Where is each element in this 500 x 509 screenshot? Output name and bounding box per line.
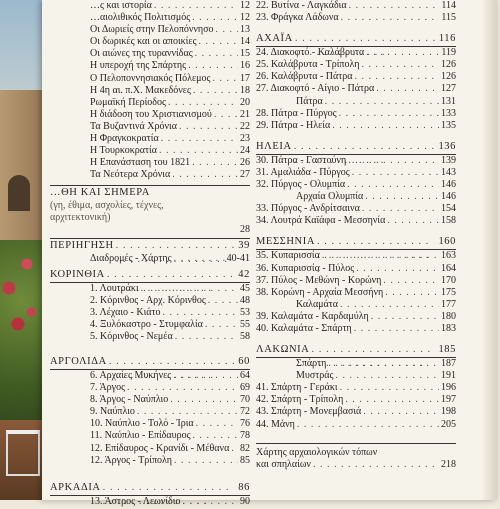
toc-entry[interactable] — [256, 263, 456, 275]
photo-arch — [8, 175, 30, 211]
toc-entry-page: 198 — [441, 406, 456, 418]
dot-leader — [352, 167, 439, 179]
toc-entry[interactable] — [256, 0, 456, 12]
toc-entry[interactable] — [256, 250, 456, 262]
toc-section-page: 185 — [438, 344, 456, 356]
toc-entry-title: 35. Κυπαρισσία — [256, 250, 320, 262]
toc-entry-title: 11. Ναύπλιο - Επίδαυρος — [90, 430, 191, 442]
toc-entry-title: 44. Μάνη — [256, 418, 295, 430]
toc-entry-page: 70 — [240, 394, 250, 406]
toc-entry-page: 187 — [441, 358, 456, 370]
toc-section-heading[interactable] — [50, 185, 250, 200]
toc-entry-page: 139 — [441, 154, 456, 166]
toc-entry-page: 158 — [441, 215, 456, 227]
toc-entry-title: 12. Άργος - Τρίπολη — [90, 454, 173, 466]
dot-leader — [297, 419, 439, 431]
toc-entry[interactable] — [256, 419, 456, 431]
toc-entry[interactable] — [256, 323, 456, 335]
toc-entry[interactable] — [50, 406, 250, 418]
toc-entry-title: Καλαμάτα — [296, 298, 339, 310]
toc-entry-page: 15 — [240, 48, 250, 60]
dot-leader — [348, 155, 439, 167]
toc-entry-title: Η Επανάσταση του 1821 — [90, 157, 191, 169]
toc-section-heading[interactable] — [256, 343, 456, 358]
toc-entry-title: 6. Αρχαίες Μυκήνες — [90, 369, 172, 381]
toc-entry[interactable] — [50, 169, 250, 181]
dot-leader — [159, 145, 238, 157]
toc-entry[interactable] — [50, 382, 250, 394]
toc-entry-title: Αρχαία Ολυμπία — [296, 191, 364, 203]
toc-entry-page: 131 — [441, 95, 456, 107]
dot-leader — [172, 169, 238, 181]
toc-entry[interactable] — [50, 394, 250, 406]
toc-entry-page: 24 — [240, 145, 250, 157]
dot-leader — [341, 12, 440, 24]
dot-leader — [127, 382, 238, 394]
dot-leader — [328, 358, 439, 370]
toc-section-page: 136 — [438, 140, 456, 152]
dot-leader — [361, 59, 439, 71]
dot-leader — [175, 331, 238, 343]
toc-entry-page: 164 — [441, 262, 456, 274]
toc-entry[interactable] — [256, 382, 456, 394]
toc-entry-page: 69 — [240, 382, 250, 394]
toc-entry[interactable] — [256, 12, 456, 24]
dot-leader — [199, 36, 238, 48]
toc-entry-page: 143 — [441, 166, 456, 178]
toc-entry-page: 28 — [240, 224, 250, 236]
dot-leader — [174, 455, 238, 467]
toc-left-column — [50, 0, 250, 508]
toc-entry-page: 14 — [240, 36, 250, 48]
toc-entry-page: 133 — [441, 107, 456, 119]
dot-leader — [340, 382, 439, 394]
toc-entry-page: 170 — [441, 274, 456, 286]
toc-section-title: ΑΡΚΑΔΙΑ — [50, 481, 101, 493]
dot-leader — [349, 0, 440, 12]
toc-entry[interactable] — [256, 299, 456, 311]
dot-leader — [385, 287, 439, 299]
dot-leader — [354, 323, 439, 335]
toc-entry-title: και σπηλαίων — [256, 458, 311, 470]
toc-entry[interactable] — [256, 108, 456, 120]
dot-leader — [163, 307, 238, 319]
toc-section-title: ΠΕΡΙΗΓΗΣΗ — [50, 240, 114, 252]
dot-leader — [363, 406, 439, 418]
toc-entry-page: 53 — [240, 306, 250, 318]
toc-section-title: ΛΑΚΩΝΙΑ — [256, 344, 310, 356]
toc-entry-title: 41. Σπάρτη - Γεράκι — [256, 382, 338, 394]
dot-leader — [332, 120, 439, 132]
dot-leader — [231, 443, 238, 455]
toc-entry-map[interactable] — [256, 443, 456, 471]
toc-entry[interactable] — [50, 307, 250, 319]
toc-entry[interactable] — [50, 496, 250, 508]
dot-leader — [322, 250, 439, 262]
toc-entry-page: 135 — [441, 119, 456, 131]
toc-entry-page: 22 — [240, 120, 250, 132]
toc-entry-title: Η υπεροχή της Σπάρτης — [90, 60, 187, 72]
toc-entry[interactable] — [50, 48, 250, 60]
toc-entry-page: 177 — [441, 298, 456, 310]
toc-entry-title: 5. Κόρινθος - Νεμέα — [90, 330, 173, 342]
toc-entry[interactable] — [256, 203, 456, 215]
toc-entry[interactable] — [50, 85, 250, 97]
toc-entry-page: 12 — [240, 12, 250, 24]
toc-entry-title: 40. Καλαμάτα - Σπάρτη — [256, 322, 352, 334]
toc-section-title: ΑΡΓΟΛΙΔΑ — [50, 355, 107, 367]
dot-leader — [345, 394, 439, 406]
toc-entry-title: Οι Δωριείς στην Πελοπόννησο — [90, 24, 214, 36]
toc-entry-page: 26 — [240, 157, 250, 169]
toc-entry[interactable] — [256, 71, 456, 83]
toc-entry-title: 13. Άστρος - Λεωνίδιο — [90, 495, 181, 507]
dot-leader — [362, 203, 439, 215]
dot-leader — [213, 73, 238, 85]
dot-leader — [355, 71, 439, 83]
page-edge — [483, 0, 497, 500]
toc-entry[interactable] — [50, 370, 250, 382]
dot-leader — [174, 253, 225, 265]
toc-entry[interactable] — [50, 455, 250, 467]
toc-entry[interactable] — [50, 200, 250, 236]
toc-section-title: ΚΟΡΙΝΘΙΑ — [50, 268, 105, 280]
toc-entry[interactable] — [256, 59, 456, 71]
toc-entry-page: 48 — [240, 294, 250, 306]
toc-section-page: 116 — [438, 33, 456, 45]
toc-section-page: 39 — [238, 240, 250, 252]
toc-entry-title: 42. Σπάρτη - Τρίπολη — [256, 394, 344, 406]
toc-entry-title: 32. Πύργος - Ολυμπία — [256, 179, 346, 191]
toc-entry-title: Η διάδοση του Χριστιανισμού — [90, 108, 212, 120]
toc-entry-page: 16 — [240, 60, 250, 72]
toc-entry-title: Τα Νεότερα Χρόνια — [90, 169, 171, 181]
dot-leader — [168, 97, 238, 109]
toc-entry-title: 38. Κορώνη - Αρχαία Μεσσήνη — [256, 286, 384, 298]
dot-leader — [335, 370, 439, 382]
dot-leader — [347, 179, 439, 191]
toc-entry-page: 115 — [441, 12, 456, 24]
toc-entry[interactable] — [256, 120, 456, 132]
toc-entry[interactable] — [50, 0, 250, 12]
toc-entry-page: 205 — [441, 418, 456, 430]
toc-entry-title: …ς και ιστορία — [90, 0, 152, 11]
toc-entry-title: Τα Βυζαντινά Χρόνια — [90, 120, 177, 132]
toc-entry-title: 10. Ναύπλιο - Τολό - Ίρια — [90, 418, 194, 430]
toc-entry-title: 3. Λέχαιο - Κιάτο — [90, 306, 161, 318]
toc-entry-title: Πάτρα — [296, 95, 323, 107]
dot-leader — [196, 418, 238, 430]
toc-entry-page: 23 — [240, 133, 250, 145]
toc-entry-page: 76 — [240, 418, 250, 430]
dot-leader — [161, 133, 238, 145]
toc-entry-page: 154 — [441, 203, 456, 215]
toc-entry-title: Μυστράς — [296, 370, 334, 382]
dot-leader — [339, 108, 439, 120]
toc-entry[interactable] — [50, 418, 250, 430]
toc-section-subtitle: (γη, έθιμα, ασχολίες, τέχνες, αρχιτεκτονική) — [50, 200, 164, 224]
toc-entry-title: Η 4η αι. π.Χ. Μακεδόνες — [90, 84, 191, 96]
toc-entry-continued — [256, 459, 456, 471]
dot-leader — [383, 275, 439, 287]
toc-entry[interactable] — [256, 358, 456, 370]
dot-leader — [192, 157, 238, 169]
toc-entry-page: 119 — [441, 47, 456, 59]
toc-entry[interactable] — [256, 167, 456, 179]
toc-entry[interactable] — [50, 121, 250, 133]
toc-entry-page: 82 — [240, 442, 250, 454]
toc-entry-title: 27. Διακοφτό - Αίγιο - Πάτρα — [256, 83, 375, 95]
toc-section-title: …ΘΗ ΚΑΙ ΣΗΜΕΡΑ — [50, 187, 150, 199]
toc-entry-page: 13 — [240, 24, 250, 36]
toc-entry-page: 21 — [240, 108, 250, 120]
toc-entry[interactable] — [50, 331, 250, 343]
dot-leader — [193, 85, 238, 97]
toc-entry-title: 4. Ξυλόκαστρο - Στυμφαλία — [90, 318, 203, 330]
toc-entry[interactable] — [50, 283, 250, 295]
toc-entry-title: 28. Πάτρα - Πύργος — [256, 107, 337, 119]
toc-entry-page: 126 — [441, 71, 456, 83]
dot-leader — [216, 24, 238, 36]
toc-right-column — [256, 0, 456, 471]
toc-entry-title: Σπάρτη — [296, 358, 327, 370]
toc-section-heading[interactable] — [50, 355, 250, 370]
dot-leader — [365, 191, 439, 203]
toc-entry-page: 175 — [441, 286, 456, 298]
toc-entry[interactable] — [50, 97, 250, 109]
toc-entry[interactable] — [256, 370, 456, 382]
toc-entry-page: 146 — [441, 179, 456, 191]
toc-section-heading[interactable] — [50, 268, 250, 283]
toc-section-heading[interactable] — [256, 235, 456, 250]
toc-entry[interactable] — [256, 215, 456, 227]
dot-leader — [376, 83, 439, 95]
dot-leader — [179, 121, 238, 133]
toc-section-heading[interactable] — [50, 238, 250, 253]
toc-entry[interactable] — [50, 60, 250, 72]
toc-entry[interactable] — [50, 73, 250, 85]
dot-leader — [188, 60, 238, 72]
toc-entry[interactable] — [50, 430, 250, 442]
table-of-contents-page — [42, 0, 497, 507]
toc-entry[interactable] — [50, 443, 250, 455]
toc-entry[interactable] — [50, 145, 250, 157]
toc-entry[interactable] — [256, 287, 456, 299]
toc-entry-page: 85 — [240, 454, 250, 466]
toc-entry-page: 58 — [240, 330, 250, 342]
photo-chair — [6, 430, 40, 476]
toc-entry-page: 78 — [240, 430, 250, 442]
dot-leader — [340, 299, 439, 311]
toc-entry-title: 8. Άργος - Ναύπλιο — [90, 394, 169, 406]
toc-entry[interactable] — [256, 406, 456, 418]
toc-entry-page: 27 — [240, 169, 250, 181]
toc-entry-title: 22. Βυτίνα - Λαγκάδια — [256, 0, 347, 11]
dot-leader — [371, 311, 439, 323]
dot-leader — [313, 459, 439, 471]
dot-leader — [214, 109, 238, 121]
toc-entry[interactable] — [50, 133, 250, 145]
toc-entry-title: 7. Άργος — [90, 382, 126, 394]
dot-leader — [356, 263, 439, 275]
toc-entry-page: 163 — [441, 250, 456, 262]
toc-entry-page: 218 — [441, 458, 456, 470]
dot-leader — [173, 370, 238, 382]
dot-leader — [325, 96, 439, 108]
toc-entry-title: 25. Καλάβρυτα - Τρίπολη — [256, 59, 360, 71]
toc-entry[interactable] — [50, 295, 250, 307]
toc-entry-page: 20 — [240, 96, 250, 108]
dot-leader — [192, 12, 238, 24]
toc-entry-title: 26. Καλάβρυτα - Πάτρα — [256, 71, 353, 83]
toc-section-title: ΗΛΕΙΑ — [256, 140, 292, 152]
dot-leader — [170, 394, 238, 406]
toc-entry-title: Διαδρομές - Χάρτης — [90, 253, 172, 265]
toc-entry-title: 33. Πύργος - Ανδρίτσαινα — [256, 203, 360, 215]
toc-entry-page: 183 — [441, 322, 456, 334]
toc-entry[interactable] — [50, 12, 250, 24]
toc-entry-page: 180 — [441, 310, 456, 322]
toc-entry-page: 17 — [240, 72, 250, 84]
dot-leader — [137, 406, 238, 418]
toc-entry-title: Ο Πελοποννησιακός Πόλεμος — [90, 72, 211, 84]
toc-entry[interactable] — [256, 83, 456, 95]
toc-section-heading[interactable] — [256, 32, 456, 47]
toc-entry[interactable] — [256, 311, 456, 323]
dot-leader — [141, 283, 238, 295]
toc-entry-page: 146 — [441, 191, 456, 203]
toc-entry-title: 34. Λουτρά Καϊάφα - Μεσσηνία — [256, 215, 386, 227]
toc-entry-page: 90 — [240, 495, 250, 507]
toc-entry[interactable] — [50, 319, 250, 331]
toc-entry[interactable] — [256, 275, 456, 287]
toc-entry-title: 23. Φράγκα Λάδωνα — [256, 12, 339, 24]
toc-entry-title: 9. Ναύπλιο — [90, 406, 135, 418]
toc-section-page: 160 — [438, 236, 456, 248]
toc-section-page: 42 — [238, 268, 250, 280]
toc-entry-page: 197 — [441, 394, 456, 406]
toc-section-page: 86 — [238, 481, 250, 493]
toc-entry-title: 30. Πάτρα - Γαστούνη — [256, 154, 347, 166]
photo-flowers — [0, 240, 45, 360]
toc-entry-page: 114 — [441, 0, 456, 11]
toc-entry-title: 24. Διακοφτό - Καλάβρυτα — [256, 47, 365, 59]
toc-entry[interactable] — [50, 24, 250, 36]
toc-entry-page: 45 — [240, 282, 250, 294]
toc-entry-title: 39. Καλαμάτα - Καρδαμύλη — [256, 310, 369, 322]
toc-entry-title: 29. Πάτρα - Ηλεία — [256, 119, 331, 131]
toc-entry-page: 12 — [240, 0, 250, 11]
toc-entry-page: 18 — [240, 84, 250, 96]
toc-entry-page: 64 — [240, 369, 250, 381]
toc-entry[interactable] — [256, 179, 456, 191]
toc-entry-title: Χάρτης αρχαιολογικών τόπων — [256, 446, 378, 458]
toc-section-heading[interactable] — [256, 140, 456, 155]
toc-entry-title: 1. Λουτράκι — [90, 282, 139, 294]
dot-leader — [366, 47, 439, 59]
toc-entry[interactable] — [50, 157, 250, 169]
toc-entry-page: 127 — [441, 83, 456, 95]
toc-section-page: 60 — [238, 355, 250, 367]
toc-entry-title: 43. Σπάρτη - Μονεμβασιά — [256, 406, 362, 418]
toc-entry[interactable] — [256, 191, 456, 203]
dot-leader — [208, 295, 238, 307]
toc-section-heading[interactable] — [50, 481, 250, 496]
toc-entry-page: 40-41 — [226, 253, 250, 265]
toc-entry-title: …αιολιθικός Πολιτισμός — [90, 12, 191, 24]
toc-entry-title: Η Τουρκοκρατία — [90, 145, 157, 157]
toc-entry[interactable] — [256, 47, 456, 59]
toc-entry[interactable] — [256, 96, 456, 108]
toc-entry-page: 126 — [441, 59, 456, 71]
dot-leader — [182, 496, 238, 508]
toc-entry[interactable] — [256, 155, 456, 167]
toc-entry-title: 36. Κυπαρισσία - Πύλος — [256, 262, 355, 274]
toc-entry[interactable] — [50, 253, 250, 265]
toc-entry-title: Οι αιώνες της τυραννίδας — [90, 48, 193, 60]
dot-leader — [195, 48, 238, 60]
toc-entry[interactable] — [256, 394, 456, 406]
toc-entry-title: Οι δωρικές και οι αποικίες — [90, 36, 197, 48]
dot-leader — [387, 215, 439, 227]
dot-leader — [154, 0, 238, 12]
toc-entry-page: 196 — [441, 382, 456, 394]
toc-entry-title: 37. Πύλος - Μεθώνη - Κορώνη — [256, 274, 382, 286]
toc-entry-page: 191 — [441, 370, 456, 382]
toc-section-title: ΜΕΣΣΗΝΙΑ — [256, 236, 316, 248]
toc-entry-title: 2. Κόρινθος - Αρχ. Κόρινθος — [90, 294, 206, 306]
dot-leader — [193, 430, 238, 442]
toc-entry-page: 72 — [240, 406, 250, 418]
toc-entry-page: 55 — [240, 318, 250, 330]
toc-entry[interactable] — [50, 109, 250, 121]
toc-entry-title: Η Φραγκοκρατία — [90, 133, 159, 145]
toc-section-title: ΑΧΑΪΑ — [256, 33, 293, 45]
toc-entry-title: Ρωμαϊκή Περίοδος — [90, 96, 166, 108]
dot-leader — [205, 319, 238, 331]
toc-entry[interactable] — [50, 36, 250, 48]
toc-entry-title: 12. Επίδαυρος - Κρανίδι - Μέθανα — [90, 442, 230, 454]
toc-entry-title: 31. Αμαλιάδα - Πύργος — [256, 166, 350, 178]
